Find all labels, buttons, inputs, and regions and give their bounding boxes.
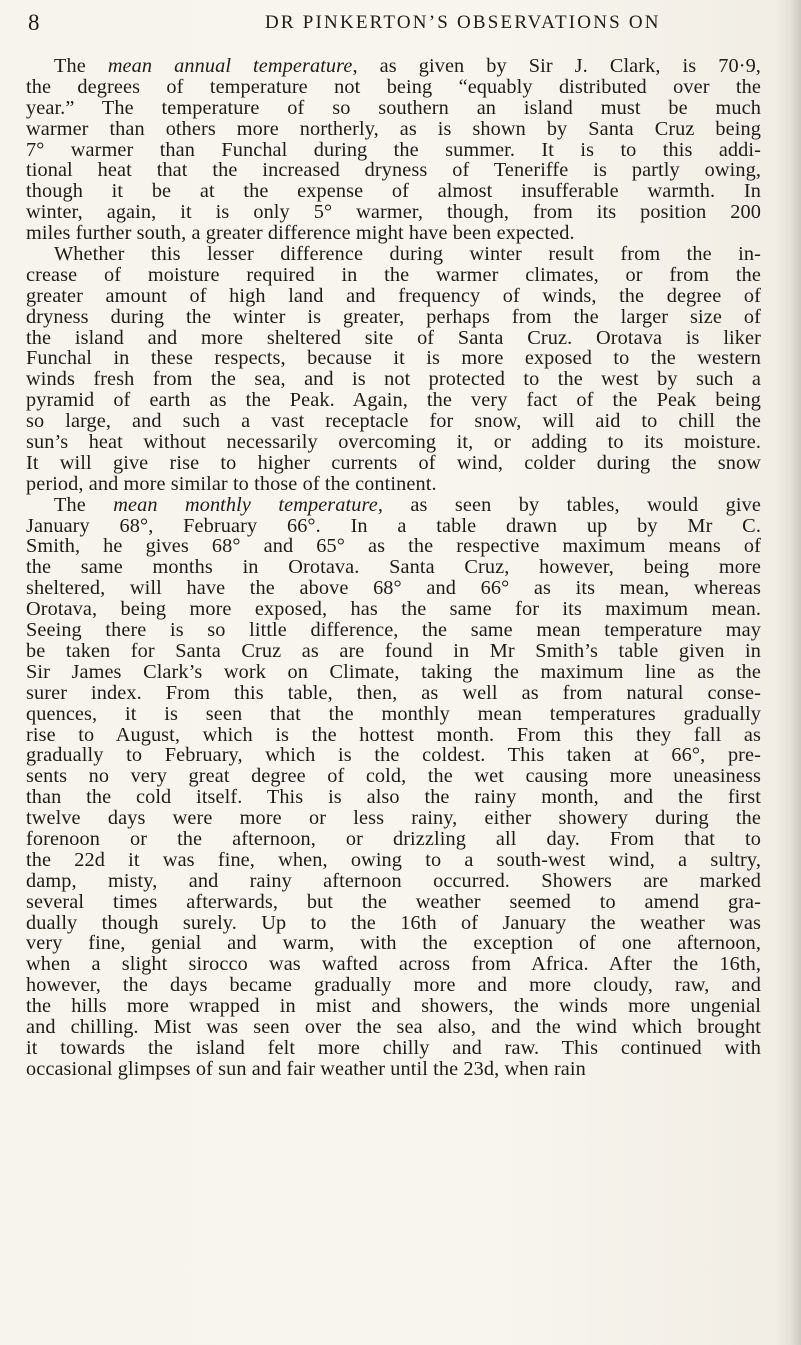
text-line: sents no very great degree of cold, the wet causing more uneasiness [26,765,761,788]
text-line: so large, and such a vast receptacle for snow, will aid to chill the [26,410,761,433]
text-line: sun’s heat without necessarily overcoming it, or adding to its moisture. [26,431,761,454]
text-line: when a slight sirocco was wafted across from Africa. After the 16th, [26,953,761,976]
text-line: The mean annual temperature, as given by Sir J. Clark, is 70·9, [54,55,761,77]
text-line: dryness during the winter is greater, perhaps from the larger size of [26,305,761,328]
text-line: the island and more sheltered site of Santa Cruz. Orotava is liker [26,326,761,349]
text-line: the degrees of temperature not being “equably distributed over the [26,75,761,98]
text-line: quences, it is seen that the monthly mean temperatures gradually [26,702,761,725]
text-line: it towards the island felt more chilly and raw. This continued with [26,1036,761,1059]
text-line: rise to August, which is the hottest month. From this they fall as [26,723,761,746]
text-line: several times afterwards, but the weather seemed to amend gra- [26,890,761,913]
text-line: be taken for Santa Cruz as are found in Mr Smith’s table given in [26,639,761,662]
text-line: twelve days were more or less rainy, either showery during the [26,807,761,830]
text-line: January 68°, February 66°. In a table drawn up by Mr C. [26,514,761,537]
text-line: surer index. From this table, then, as well as from natural conse- [26,681,761,704]
page-number: 8 [28,10,40,35]
text-line: and chilling. Mist was seen over the sea also, and the wind which brought [26,1015,761,1038]
body-text [26,56,761,1336]
text-line: damp, misty, and rainy afternoon occurred. Showers are marked [26,869,761,892]
text-line: Sir James Clark’s work on Climate, taking the maximum line as the [26,660,761,683]
running-head [28,10,768,42]
text-line: Seeing there is so little difference, the same mean temperature may [26,619,761,642]
text-line: gradually to February, which is the coldest. This taken at 66°, pre- [26,744,761,767]
text-line: tional heat that the increased dryness of Teneriffe is partly owing, [26,159,761,182]
text-line: winds fresh from the sea, and is not protected to the west by such a [26,368,761,391]
text-line: pyramid of earth as the Peak. Again, the very fact of the Peak being [26,389,761,412]
text-line: crease of moisture required in the warmer climates, or from the [26,263,761,286]
text-line: The mean monthly temperature, as seen by tables, would give [54,493,762,516]
text-line: 7° warmer than Funchal during the summer. It is to this addi- [26,138,761,161]
text-line: warmer than others more northerly, as is shown by Santa Cruz being [26,117,761,140]
text-line: the same months in Orotava. Santa Cruz, however, being more [26,556,761,579]
text-line: greater amount of high land and frequency of winds, the degree of [26,284,761,307]
text-line: year.” The temperature of so southern an island must be much [26,96,761,119]
text-line: occasional glimpses of sun and fair weather until the 23d, when rain [26,1057,586,1080]
text-line: miles further south, a greater difference might have been expected. [26,222,575,245]
text-line: Orotava, being more exposed, has the same for its maximum mean. [26,598,761,621]
text-line: Smith, he gives 68° and 65° as the respective maximum means of [26,535,761,558]
text-line: dually though surely. Up to the 16th of January the weather was [26,911,761,934]
running-title: DR PINKERTON’S OBSERVATIONS ON [265,12,661,33]
text-line: though it be at the expense of almost insufferable warmth. In [26,180,761,203]
text-line: forenoon or the afternoon, or drizzling all day. From that to [26,827,761,850]
text-line: winter, again, it is only 5° warmer, though, from its position 200 [26,201,761,224]
text-line: period, and more similar to those of the continent. [26,472,437,495]
text-line: Funchal in these respects, because it is more exposed to the western [26,347,761,370]
page-edge-shadow [775,0,801,1345]
text-line: Whether this lesser difference during winter result from the in- [54,243,761,266]
text-line: the 22d it was fine, when, owing to a south-west wind, a sultry, [26,848,761,871]
text-line: the hills more wrapped in mist and showers, the winds more ungenial [26,995,761,1018]
text-line: sheltered, will have the above 68° and 66° as its mean, whereas [26,577,761,600]
text-line: however, the days became gradually more and more cloudy, raw, and [26,974,761,997]
text-line: It will give rise to higher currents of wind, colder during the snow [26,451,761,474]
text-line: than the cold itself. This is also the rainy month, and the first [26,786,761,809]
text-line: very fine, genial and warm, with the exception of one afternoon, [26,932,761,955]
